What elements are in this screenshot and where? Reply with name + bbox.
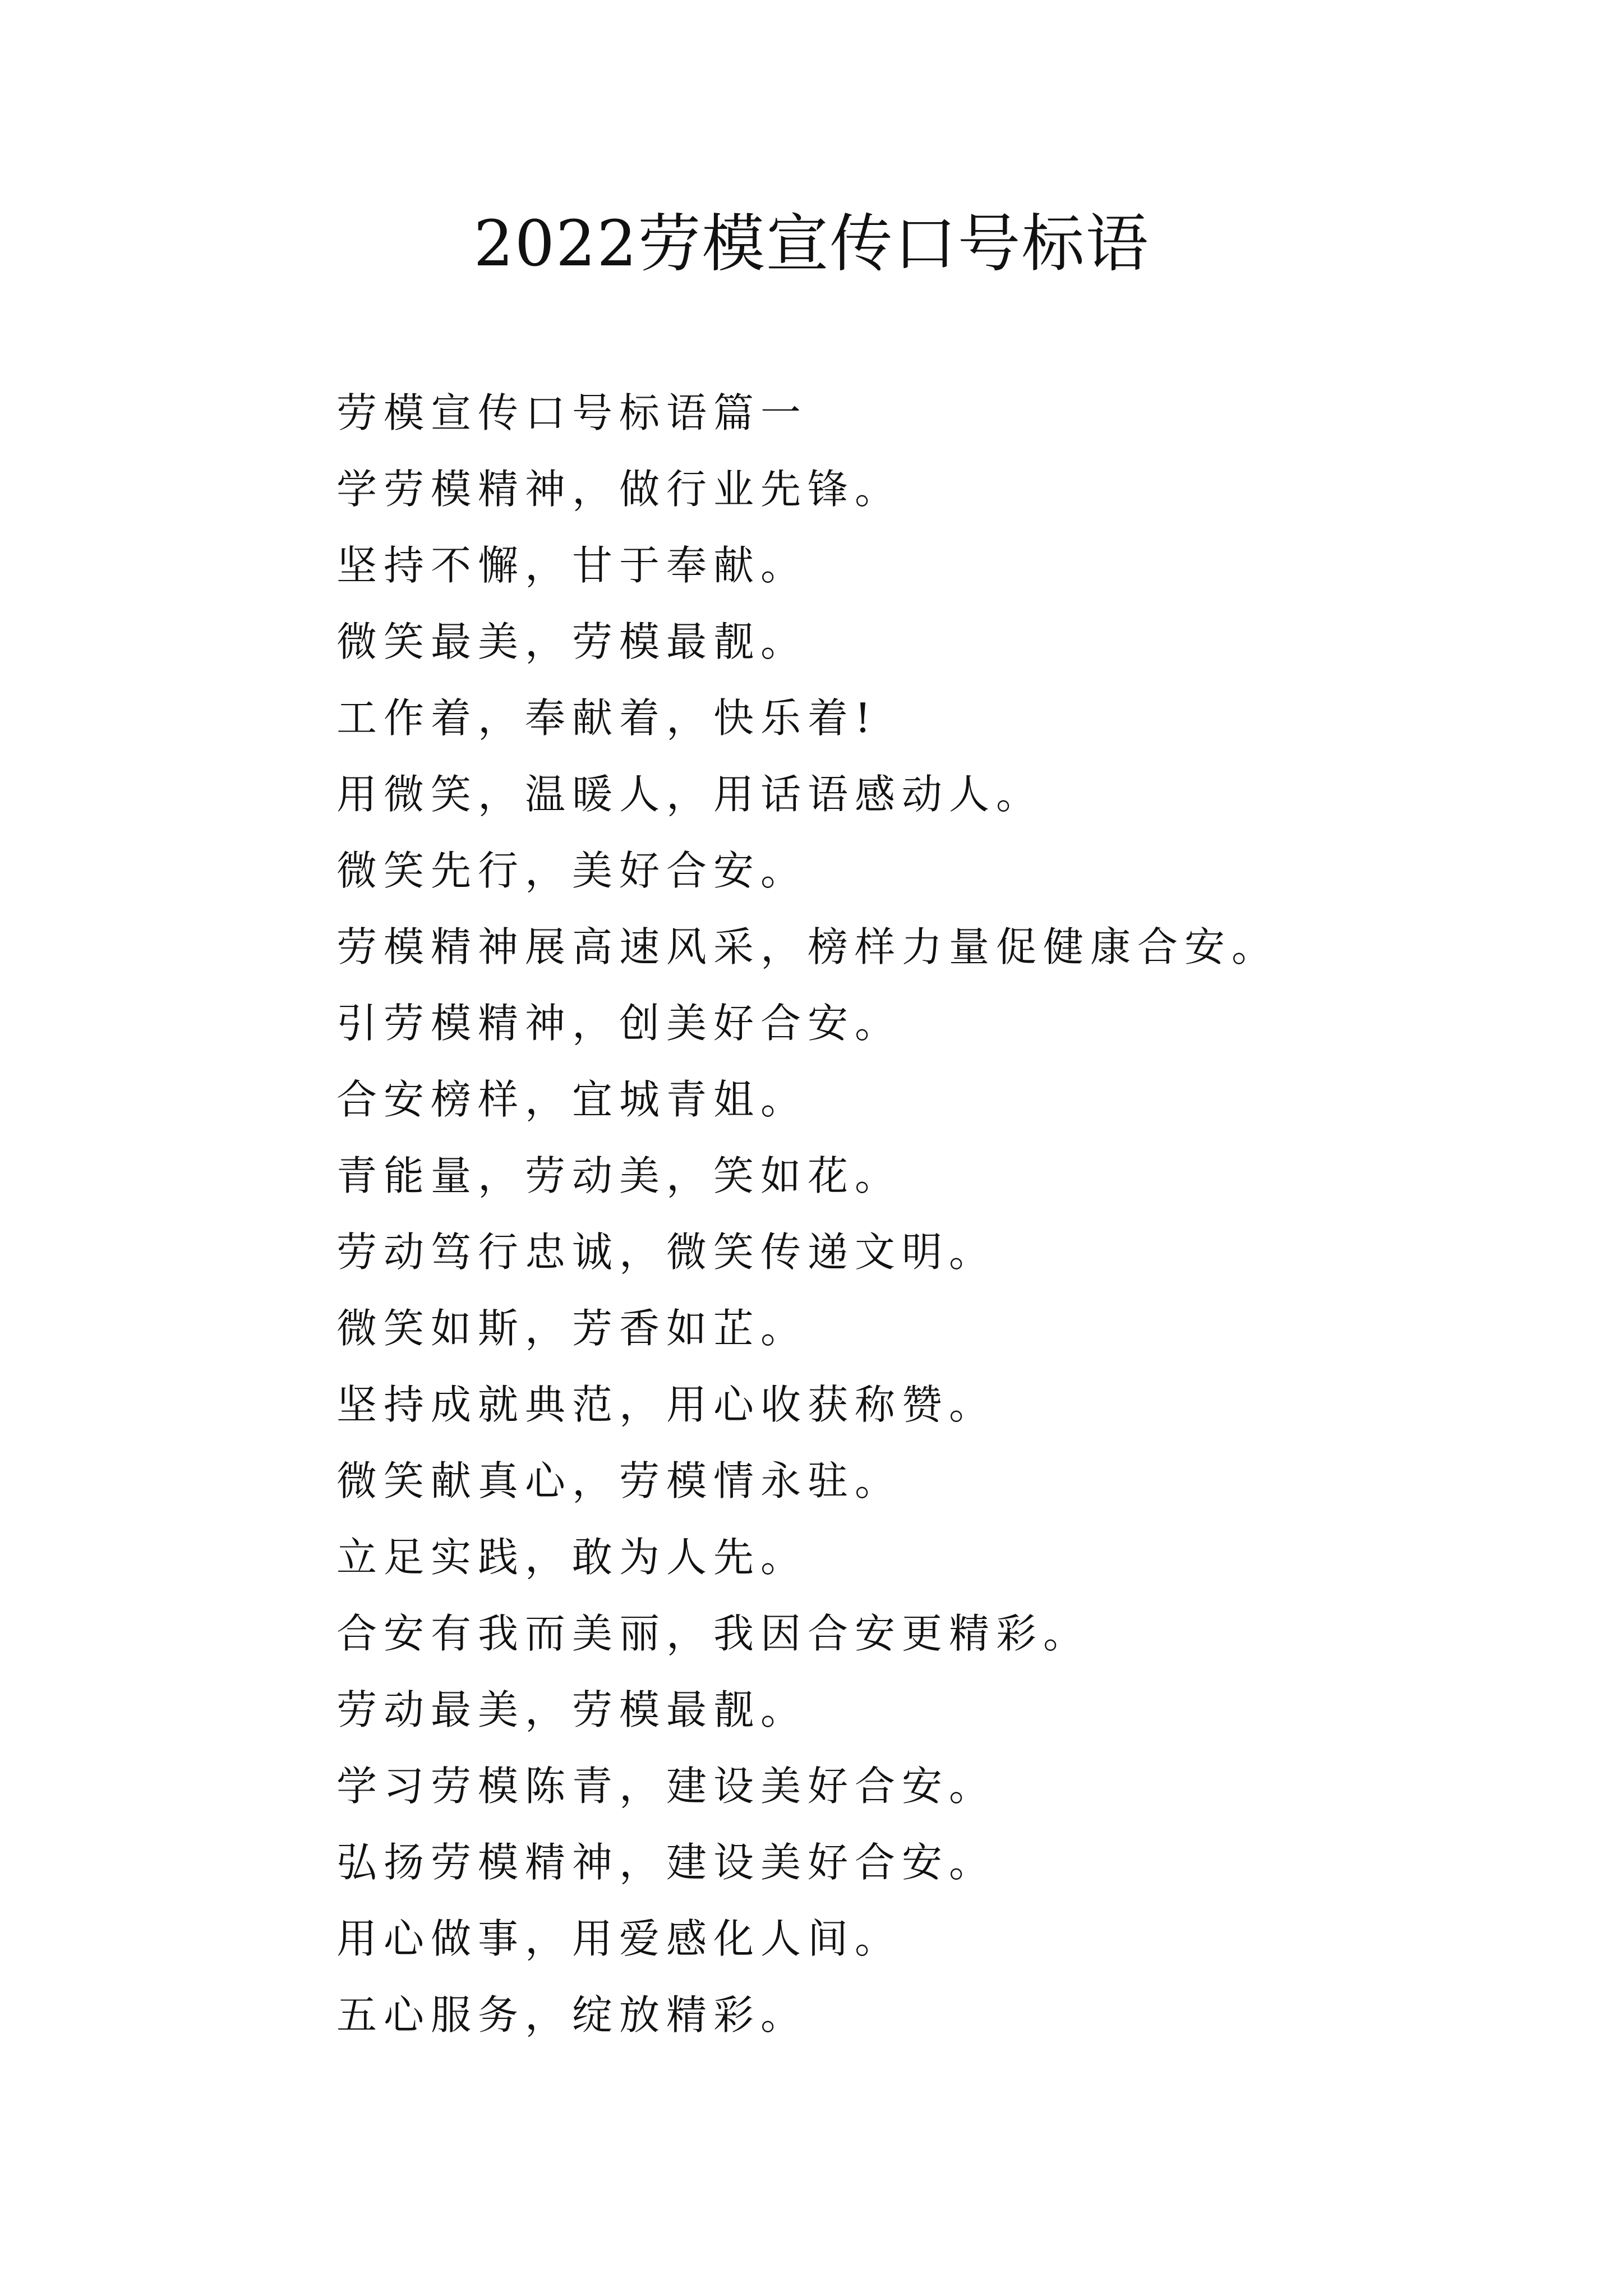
slogan-line: 工作着，奉献着，快乐着! bbox=[336, 694, 878, 742]
slogan-line: 用微笑，温暖人，用话语感动人。 bbox=[336, 771, 1044, 818]
slogan-line: 微笑献真心，劳模情永驻。 bbox=[336, 1457, 902, 1504]
section-heading: 劳模宣传口号标语篇一 bbox=[336, 389, 808, 436]
slogan-line: 微笑先行，美好合安。 bbox=[336, 847, 808, 894]
slogan-line: 青能量，劳动美，笑如花。 bbox=[336, 1152, 902, 1199]
slogan-line: 微笑最美，劳模最靓。 bbox=[336, 618, 808, 665]
slogan-line: 坚持不懈，甘于奉献。 bbox=[336, 542, 808, 589]
slogan-line: 弘扬劳模精神，建设美好合安。 bbox=[336, 1839, 997, 1886]
slogan-line: 坚持成就典范，用心收获称赞。 bbox=[336, 1381, 997, 1428]
slogan-line: 合安有我而美丽，我因合安更精彩。 bbox=[336, 1610, 1091, 1657]
slogan-line: 用心做事，用爱感化人间。 bbox=[336, 1915, 902, 1962]
slogan-line: 立足实践，敢为人先。 bbox=[336, 1534, 808, 1581]
slogan-line: 微笑如斯，芳香如芷。 bbox=[336, 1305, 808, 1352]
document-body bbox=[336, 375, 1514, 2053]
slogan-line: 学习劳模陈青，建设美好合安。 bbox=[336, 1763, 997, 1810]
document-title: 2022劳模宣传口号标语 bbox=[473, 208, 1150, 280]
slogan-line: 劳动笃行忠诚，微笑传递文明。 bbox=[336, 1228, 997, 1276]
slogan-line: 五心服务，绽放精彩。 bbox=[336, 1991, 808, 2039]
slogan-line: 学劳模精神，做行业先锋。 bbox=[336, 466, 902, 513]
slogan-line: 劳动最美，劳模最靓。 bbox=[336, 1686, 808, 1733]
slogan-line: 劳模精神展高速风采，榜样力量促健康合安。 bbox=[336, 923, 1279, 970]
slogan-line: 引劳模精神，创美好合安。 bbox=[336, 1000, 902, 1047]
slogan-line: 合安榜样，宜城青姐。 bbox=[336, 1076, 808, 1123]
